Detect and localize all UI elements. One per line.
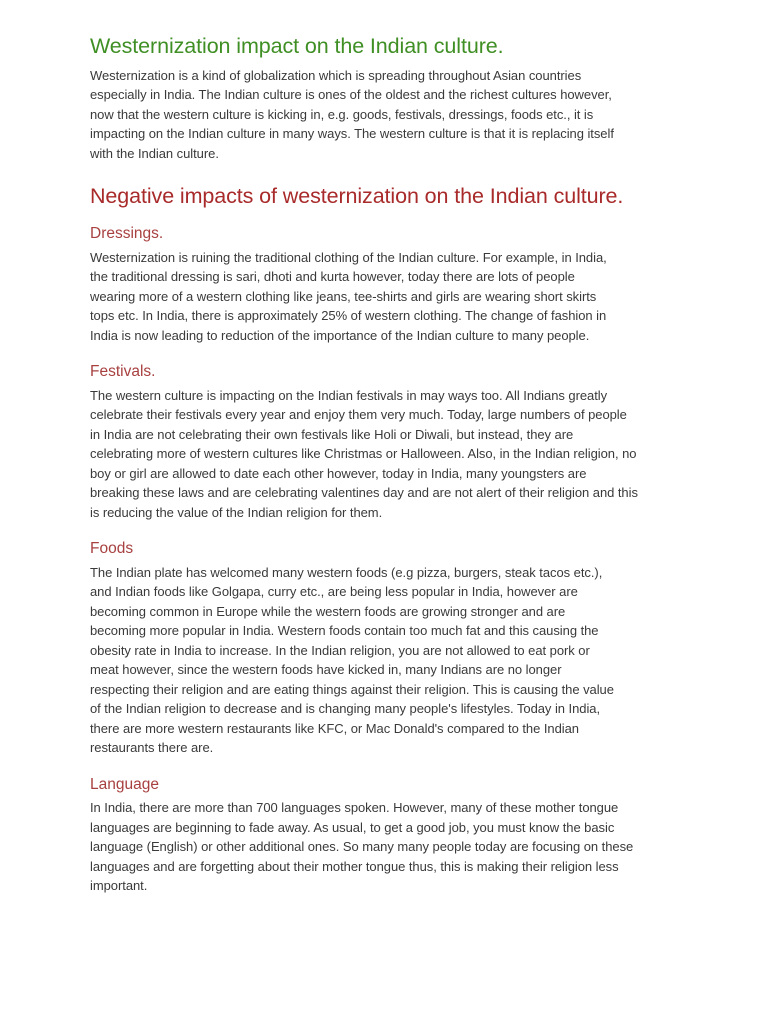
paragraph-line: languages are beginning to fade away. As usual, to get a good job, you must know the basic	[90, 819, 615, 835]
paragraph-line: Westernization is ruining the traditional clothing of the Indian culture. For example, in India,	[90, 249, 607, 265]
paragraph-line: wearing more of a western clothing like jeans, tee-shirts and girls are wearing short skirts	[90, 288, 597, 304]
paragraph-line: celebrate their festivals every year and enjoy them very much. Today, large numbers of people	[90, 407, 627, 423]
paragraph-line: India is now leading to reduction of the importance of the Indian culture to many people.	[90, 327, 590, 343]
intro-line: with the Indian culture.	[90, 145, 219, 161]
paragraph-line: restaurants there are.	[90, 740, 214, 756]
document-title: Westernization impact on the Indian culture.	[90, 34, 504, 58]
paragraph-line: in India are not celebrating their own festivals like Holi or Diwali, but instead, they are	[90, 426, 574, 442]
paragraph-line: language (English) or other additional ones. So many many people today are focusing on these	[90, 839, 634, 855]
paragraph-line: of the Indian religion to decrease and is changing many people's lifestyles. Today in India,	[90, 701, 601, 717]
paragraph-line: boy or girl are allowed to date each other however, today in India, many youngsters are	[90, 465, 587, 481]
intro-paragraph	[90, 66, 690, 164]
paragraph-line: and Indian foods like Golgapa, curry etc., are being less popular in India, however are	[90, 584, 578, 600]
paragraph-line: respecting their religion and are eating things against their religion. This is causing the value	[90, 681, 614, 697]
section-paragraph	[90, 798, 690, 896]
paragraph-line: becoming more popular in India. Western foods contain too much fat and this causing the	[90, 623, 599, 639]
document-page	[90, 34, 690, 914]
intro-line: impacting on the Indian culture in many ways. The western culture is that it is replacing itself	[90, 126, 614, 142]
intro-line: now that the western culture is kicking in, e.g. goods, festivals, dressings, foods etc., it is	[90, 106, 594, 122]
intro-line: especially in India. The Indian culture is ones of the oldest and the richest cultures however,	[90, 87, 612, 103]
section-heading: Dressings.	[90, 225, 164, 243]
section-heading: Language	[90, 775, 159, 793]
paragraph-line: The western culture is impacting on the Indian festivals in may ways too. All Indians greatly	[90, 387, 608, 403]
paragraph-line: breaking these laws and are celebrating valentines day and are not alert of their religion and this	[90, 485, 638, 501]
paragraph-line: important.	[90, 878, 148, 894]
paragraph-line: languages and are forgetting about their mother tongue thus, this is making their religion less	[90, 858, 619, 874]
paragraph-line: The Indian plate has welcomed many western foods (e.g pizza, burgers, steak tacos etc.),	[90, 564, 603, 580]
paragraph-line: is reducing the value of the Indian religion for them.	[90, 504, 383, 520]
paragraph-line: meat however, since the western foods have kicked in, many Indians are no longer	[90, 662, 562, 678]
section-festivals	[90, 363, 690, 522]
section-language	[90, 776, 690, 896]
section-heading: Festivals.	[90, 363, 156, 381]
paragraph-line: there are more western restaurants like KFC, or Mac Donald's compared to the Indian	[90, 720, 579, 736]
paragraph-line: tops etc. In India, there is approximately 25% of western clothing. The change of fashion in	[90, 308, 607, 324]
section-paragraph	[90, 248, 690, 346]
paragraph-line: the traditional dressing is sari, dhoti and kurta however, today there are lots of people	[90, 269, 575, 285]
intro-line: Westernization is a kind of globalization which is spreading throughout Asian countries	[90, 67, 582, 83]
section-heading: Foods	[90, 540, 134, 558]
paragraph-line: In India, there are more than 700 languages spoken. However, many of these mother tongue	[90, 800, 619, 816]
paragraph-line: obesity rate in India to increase. In the Indian religion, you are not allowed to eat pork or	[90, 642, 590, 658]
paragraph-line: celebrating more of western cultures like Christmas or Halloween. Also, in the Indian religion, no	[90, 446, 637, 462]
negative-impacts-title: Negative impacts of westernization on the Indian culture.	[90, 184, 624, 209]
section-paragraph	[90, 563, 690, 758]
paragraph-line: becoming common in Europe while the western foods are growing stronger and are	[90, 603, 566, 619]
section-dressings	[90, 225, 690, 345]
section-paragraph	[90, 386, 690, 523]
section-foods	[90, 540, 690, 758]
